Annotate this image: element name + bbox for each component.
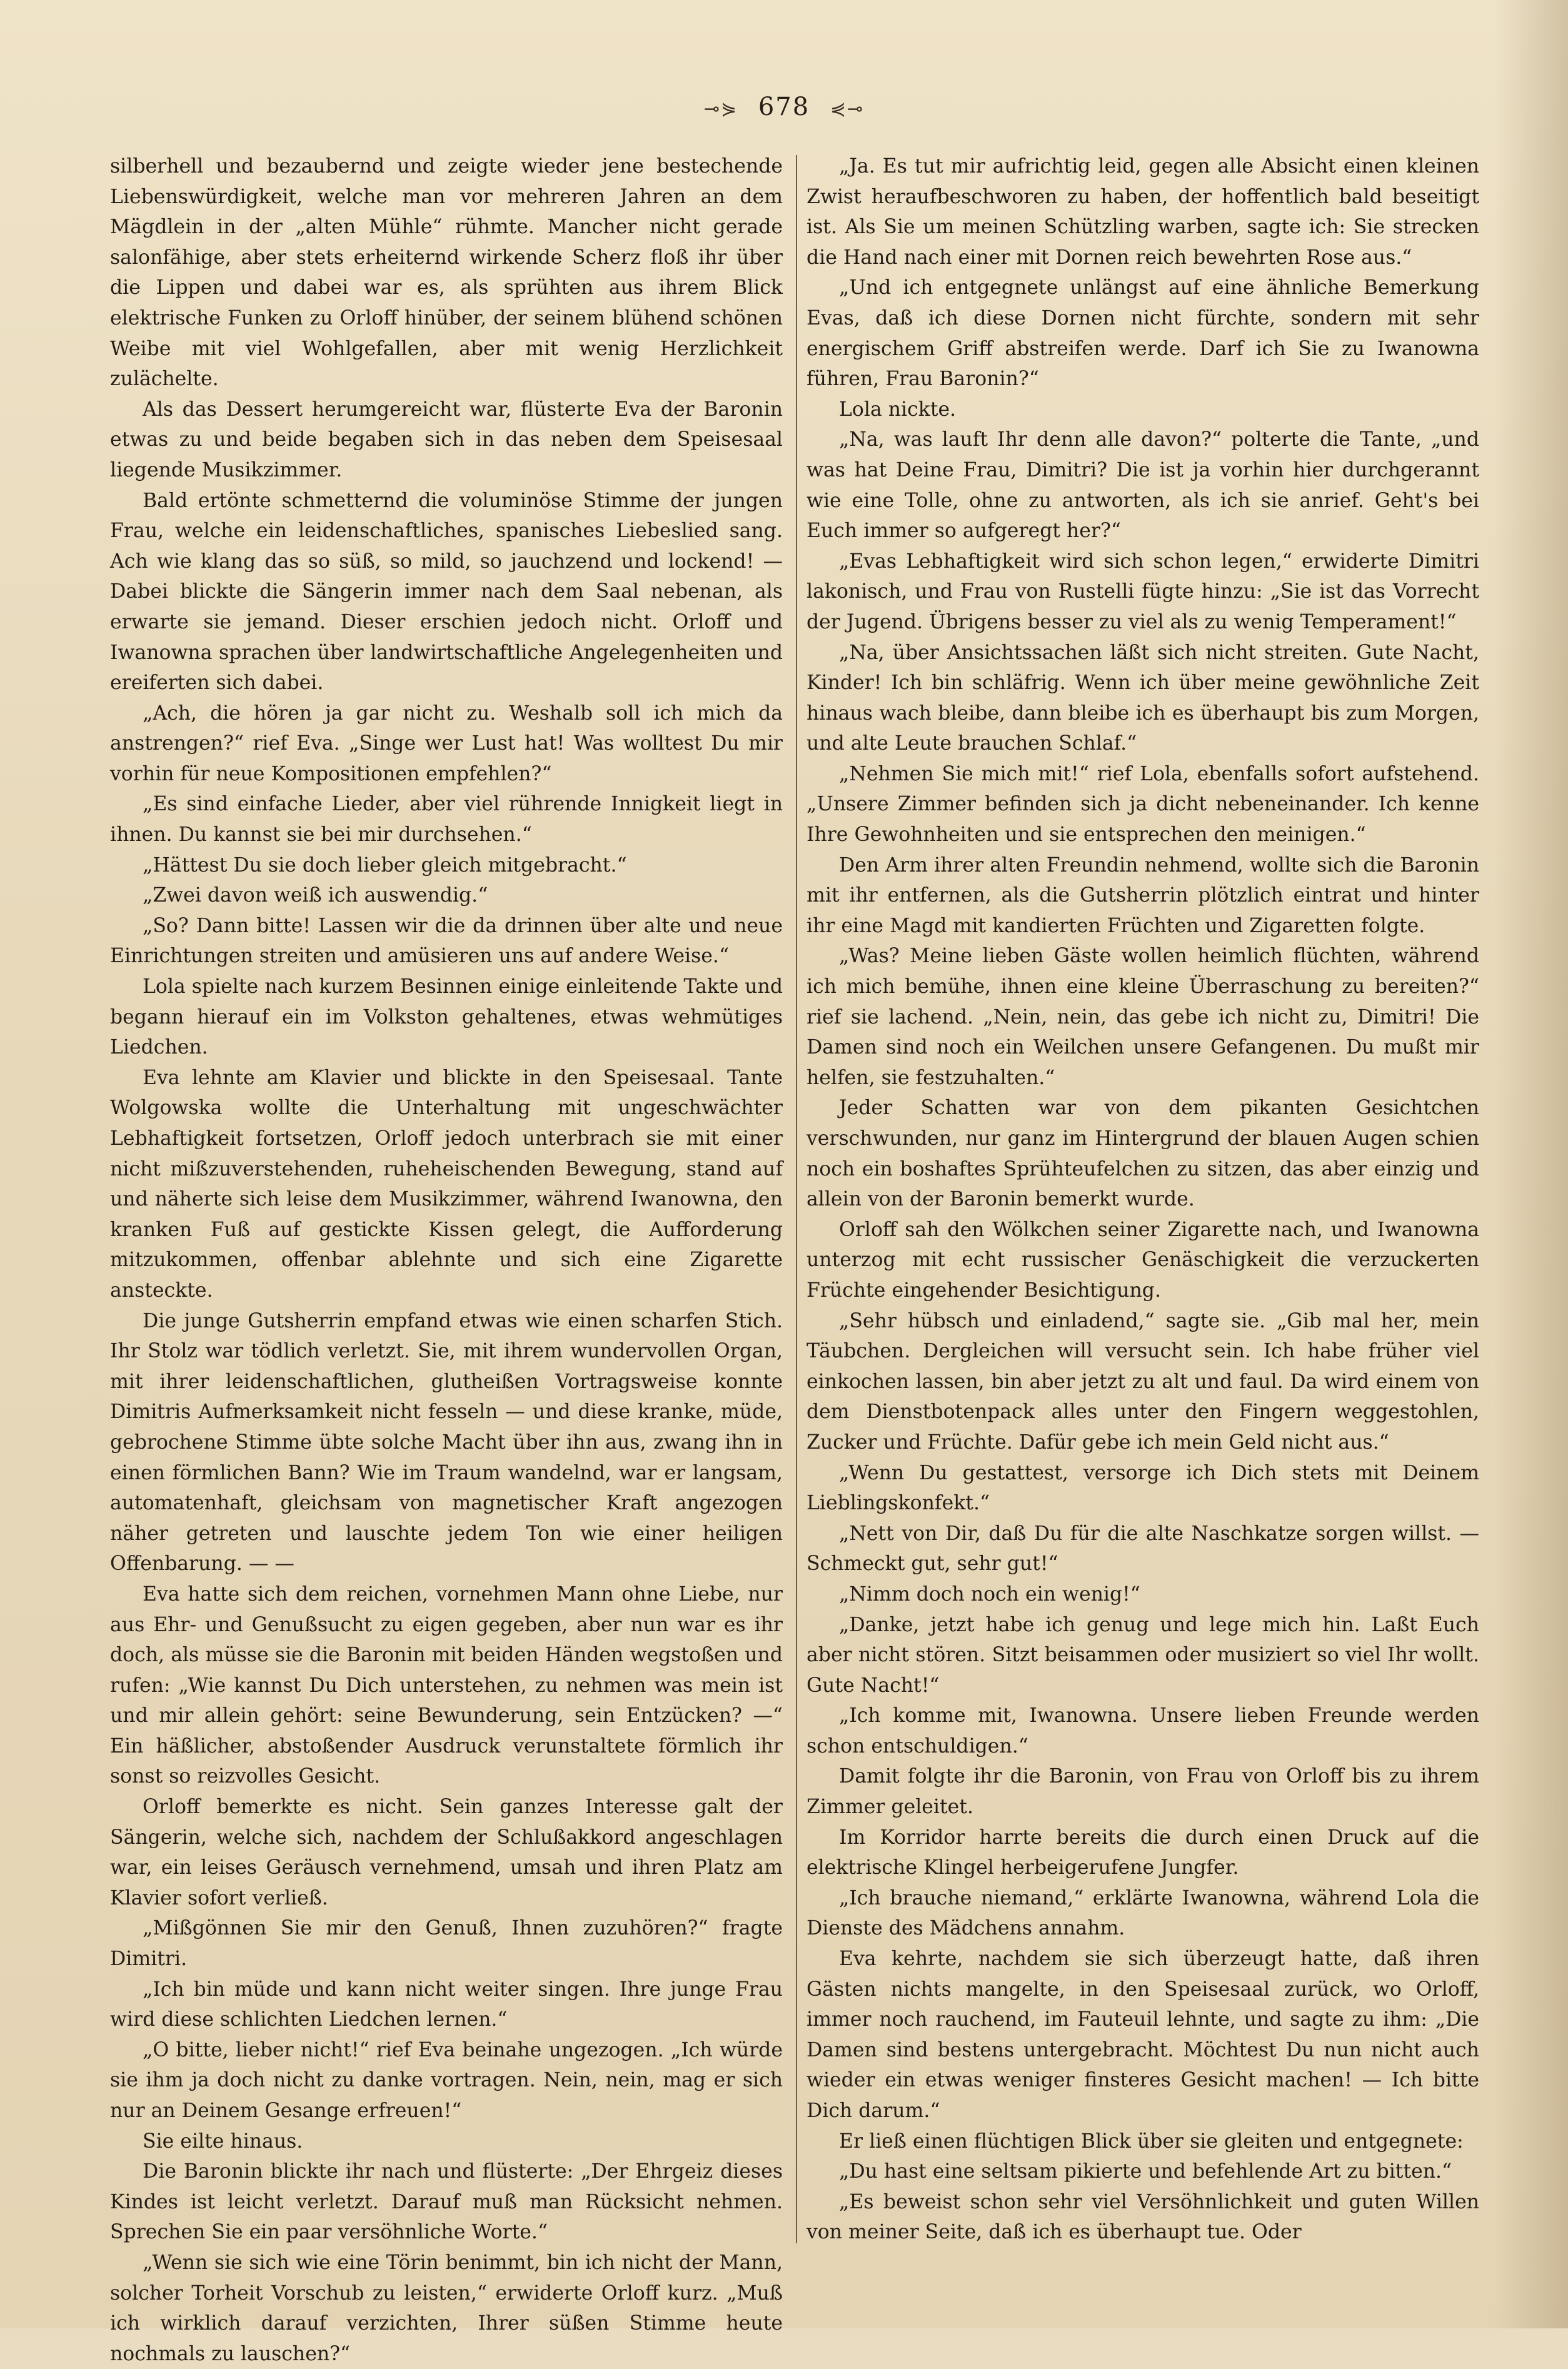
paragraph: „Und ich entgegnete unlängst auf eine ähnliche Bemerkung Evas, daß ich diese Dornen nicht fürchte, sondern mit sehr energischem Griff abstreifen werde. Darf ich Sie zu Iwanowna führen, Frau Baronin?“ xyxy=(807,276,1479,391)
paragraph: silberhell und bezaubernd und zeigte wieder jene bestechende Liebenswürdigkeit, welche man vor mehreren Jahren an dem Mägdlein in der „alten Mühle“ rühmte. Mancher nicht gerade salonfähige, aber stets erheiternd wirkende Scherz floß ihr über die Lippen und dabei war es, als sprühten aus ihrem Blick elektrische Funken zu Orloff hinüber, der seinem blühend schönen Weibe mit viel Wohlgefallen, aber mit wenig Herzlichkeit zulächelte. xyxy=(110,155,783,391)
left-column xyxy=(110,151,783,2365)
paragraph: „Hättest Du sie doch lieber gleich mitgebracht.“ xyxy=(143,853,627,877)
paragraph: „Wenn sie sich wie eine Törin benimmt, bin ich nicht der Mann, solcher Torheit Vorschub zu leisten,“ erwiderte Orloff kurz. „Muß ich wirklich darauf verzichten, Ihrer süßen Stimme heute nochmals zu lauschen?“ xyxy=(110,2251,783,2365)
paragraph: „Ich bin müde und kann nicht weiter singen. Ihre junge Frau wird diese schlichten Liedchen lernen.“ xyxy=(110,1978,783,2031)
paragraph: „Sehr hübsch und einladend,“ sagte sie. „Gib mal her, mein Täubchen. Dergleichen will versucht sein. Ich habe früher viel einkochen lassen, bin aber jetzt zu alt und faul. Da wird einem von dem Dienstbotenpack alles unter den Fingern weggestohlen, Zucker und Früchte. Dafür gebe ich mein Geld nicht aus.“ xyxy=(807,1309,1479,1454)
paragraph: Eva kehrte, nachdem sie sich überzeugt hatte, daß ihren Gästen nichts mangelte, in den Speisesaal zurück, wo Orloff, immer noch rauchend, im Fauteuil lehnte, und sagte zu ihm: „Die Damen sind bestens untergebracht. Möchtest Du nun nicht auch wieder ein etwas weniger finsteres Gesicht machen! — Ich bitte Dich darum.“ xyxy=(807,1948,1479,2122)
paragraph: „Ich komme mit, Iwanowna. Unsere lieben Freunde werden schon entschuldigen.“ xyxy=(807,1704,1479,1758)
paragraph: „Na, was lauft Ihr denn alle davon?“ polterte die Tante, „und was hat Deine Frau, Dimitri? Die ist ja vorhin hier durchgerannt wie eine Tolle, ohne zu antworten, als ich sie anrief. Geht's bei Euch immer so aufgeregt her?“ xyxy=(807,428,1479,543)
paragraph: „Ach, die hören ja gar nicht zu. Weshalb soll ich mich da anstrengen?“ rief Eva. „Singe wer Lust hat! Was wolltest Du mir vorhin für neue Kompositionen empfehlen?“ xyxy=(110,702,783,785)
paragraph: Orloff sah den Wölkchen seiner Zigarette nach, und Iwanowna unterzog mit echt russischer Genäschigkeit die verzuckerten Früchte eingehender Besichtigung. xyxy=(807,1218,1479,1302)
paragraph: Eva hatte sich dem reichen, vornehmen Mann ohne Liebe, nur aus Ehr- und Genußsucht zu eigen gegeben, aber nun war es ihr doch, als müsse sie die Baronin mit beiden Händen wegstoßen und rufen: „Wie kannst Du Dich unterstehen, zu nehmen was mein ist und mir allein gehört: seine Bewunderung, sein Entzücken? —“ Ein häßlicher, abstoßender Ausdruck verunstaltete förmlich ihr sonst so reizvolles Gesicht. xyxy=(110,1582,783,1788)
paragraph: „Danke, jetzt habe ich genug und lege mich hin. Laßt Euch aber nicht stören. Sitzt beisammen oder musiziert so viel Ihr wollt. Gute Nacht!“ xyxy=(807,1613,1479,1697)
right-column xyxy=(807,151,1479,2277)
paragraph: Er ließ einen flüchtigen Blick über sie gleiten und entgegnete: xyxy=(839,2130,1464,2153)
paragraph: „Nehmen Sie mich mit!“ rief Lola, ebenfalls sofort aufstehend. „Unsere Zimmer befinden sich ja dicht nebeneinander. Ich kenne Ihre Gewohnheiten und sie entsprechen den meinigen.“ xyxy=(807,762,1479,847)
paragraph: Bald ertönte schmetternd die voluminöse Stimme der jungen Frau, welche ein leidenschaftliches, spanisches Liebeslied sang. Ach wie klang das so süß, so mild, so jauchzend und lockend! — Dabei blickte die Sängerin immer nach dem Saal nebenan, als erwarte sie jemand. Dieser erschien jedoch nicht. Orloff und Iwanowna sprachen über landwirtschaftliche Angelegenheiten und ereiferten sich dabei. xyxy=(110,489,783,695)
paragraph: Die junge Gutsherrin empfand etwas wie einen scharfen Stich. Ihr Stolz war tödlich verletzt. Sie, mit ihrem wundervollen Organ, mit ihrer leidenschaftlichen, glutheißen Vortragsweise konnte Dimitris Aufmerksamkeit nicht fesseln — und diese kranke, müde, gebrochene Stimme übte solche Macht über ihn aus, zwang ihn in einen förmlichen Bann? Wie im Traum wandelnd, war er langsam, automatenhaft, gleichsam von magnetischer Kraft angezogen näher getreten und lauschte jedem Ton wie einer heiligen Offenbarung. — — xyxy=(110,1309,783,1576)
paragraph: Im Korridor harrte bereits die durch einen Druck auf die elektrische Klingel herbeigerufene Jungfer. xyxy=(807,1826,1479,1879)
header-ornament-left: ⊸⋟ xyxy=(703,98,738,120)
paragraph: „Ich brauche niemand,“ erklärte Iwanowna, während Lola die Dienste des Mädchens annahm. xyxy=(807,1886,1479,1940)
paragraph: „Was? Meine lieben Gäste wollen heimlich flüchten, während ich mich bemühe, ihnen eine kleine Überraschung zu bereiten?“ rief sie lachend. „Nein, nein, das gebe ich nicht zu, Dimitri! Die Damen sind noch ein Weilchen unsere Gefangenen. Du mußt mir helfen, sie festzuhalten.“ xyxy=(807,945,1479,1089)
paragraph: „O bitte, lieber nicht!“ rief Eva beinahe ungezogen. „Ich würde sie ihm ja doch nicht zu danke vortragen. Nein, nein, mag er sich nur an Deinem Gesange erfreuen!“ xyxy=(110,2038,783,2122)
paragraph: „Na, über Ansichtssachen läßt sich nicht streiten. Gute Nacht, Kinder! Ich bin schläfrig. Wenn ich über meine gewöhnliche Zeit hinaus wach bleibe, dann bleibe ich es überhaupt bis zum Morgen, und alte Leute brauchen Schlaf.“ xyxy=(807,641,1479,755)
paragraph: Den Arm ihrer alten Freundin nehmend, wollte sich die Baronin mit ihr entfernen, als die Gutsherrin plötzlich eintrat und hinter ihr eine Magd mit kandierten Früchten und Zigaretten folgte. xyxy=(807,853,1479,937)
paragraph: Lola spielte nach kurzem Besinnen einige einleitende Takte und begann hierauf ein im Volkston gehaltenes, etwas wehmütiges Liedchen. xyxy=(110,975,783,1059)
binding-shadow xyxy=(1494,0,1568,2328)
page-number: 678 xyxy=(758,93,810,121)
paragraph: „Es sind einfache Lieder, aber viel rührende Innigkeit liegt in ihnen. Du kannst sie bei mir durchsehen.“ xyxy=(110,793,783,847)
page-header xyxy=(0,93,1568,121)
paragraph: „Evas Lebhaftigkeit wird sich schon legen,“ erwiderte Dimitri lakonisch, und Frau von Rustelli fügte hinzu: „Sie ist das Vorrecht der Jugend. Übrigens besser zu viel als zu wenig Temperament!“ xyxy=(807,550,1479,633)
paragraph: Lola nickte. xyxy=(839,398,957,421)
paragraph: Die Baronin blickte ihr nach und flüsterte: „Der Ehrgeiz dieses Kindes ist leicht verletzt. Darauf muß man Rücksicht nehmen. Sprechen Sie ein paar versöhnliche Worte.“ xyxy=(110,2160,783,2244)
paragraph: „Nimm doch noch ein wenig!“ xyxy=(839,1582,1140,1606)
header-ornament-right: ⋞⊸ xyxy=(830,98,865,120)
paragraph: „So? Dann bitte! Lassen wir die da drinnen über alte und neue Einrichtungen streiten und amüsieren uns auf andere Weise.“ xyxy=(110,914,783,968)
paragraph: Als das Dessert herumgereicht war, flüsterte Eva der Baronin etwas zu und beide begaben sich in das neben dem Speisesaal liegende Musikzimmer. xyxy=(110,398,783,481)
paragraph: „Wenn Du gestattest, versorge ich Dich stets mit Deinem Lieblingskonfekt.“ xyxy=(807,1461,1479,1515)
paragraph: Damit folgte ihr die Baronin, von Frau von Orloff bis zu ihrem Zimmer geleitet. xyxy=(807,1765,1479,1819)
column-divider xyxy=(796,155,797,2243)
paragraph: Eva lehnte am Klavier und blickte in den Speisesaal. Tante Wolgowska wollte die Unterhaltung mit ungeschwächter Lebhaftigkeit fortsetzen, Orloff jedoch unterbrach sie mit einer nicht mißzuverstehenden, ruheheischenden Bewegung, stand auf und näherte sich leise dem Musikzimmer, während Iwanowna, den kranken Fuß auf gestickte Kissen gelegt, die Aufforderung mitzukommen, offenbar ablehnte und sich eine Zigarette ansteckte. xyxy=(110,1066,783,1302)
paragraph: „Ja. Es tut mir aufrichtig leid, gegen alle Absicht einen kleinen Zwist heraufbeschworen zu haben, der hoffentlich bald beseitigt ist. Als Sie um meinen Schützling warben, sagte ich: Sie strecken die Hand nach einer mit Dornen reich bewehrten Rose aus.“ xyxy=(807,155,1479,269)
paragraph: „Es beweist schon sehr viel Versöhnlichkeit und guten Willen von meiner Seite, daß ich es überhaupt tue. Oder xyxy=(807,2190,1479,2244)
paragraph: „Nett von Dir, daß Du für die alte Naschkatze sorgen willst. — Schmeckt gut, sehr gut!“ xyxy=(807,1522,1479,1576)
paragraph: „Zwei davon weiß ich auswendig.“ xyxy=(143,884,488,907)
paragraph: Orloff bemerkte es nicht. Sein ganzes Interesse galt der Sängerin, welche sich, nachdem der Schlußakkord angeschlagen war, ein leises Geräusch vernehmend, umsah und ihren Platz am Klavier sofort verließ. xyxy=(110,1796,783,1909)
paragraph: „Du hast eine seltsam pikierte und befehlende Art zu bitten.“ xyxy=(839,2160,1452,2183)
paragraph: Sie eilte hinaus. xyxy=(143,2130,303,2153)
paragraph: „Mißgönnen Sie mir den Genuß, Ihnen zuzuhören?“ fragte Dimitri. xyxy=(110,1917,783,1971)
paragraph: Jeder Schatten war von dem pikanten Gesichtchen verschwunden, nur ganz im Hintergrund der blauen Augen schien noch ein boshaftes Sprühteufelchen zu sitzen, das aber einzig und allein von der Baronin bemerkt wurde. xyxy=(807,1097,1479,1211)
